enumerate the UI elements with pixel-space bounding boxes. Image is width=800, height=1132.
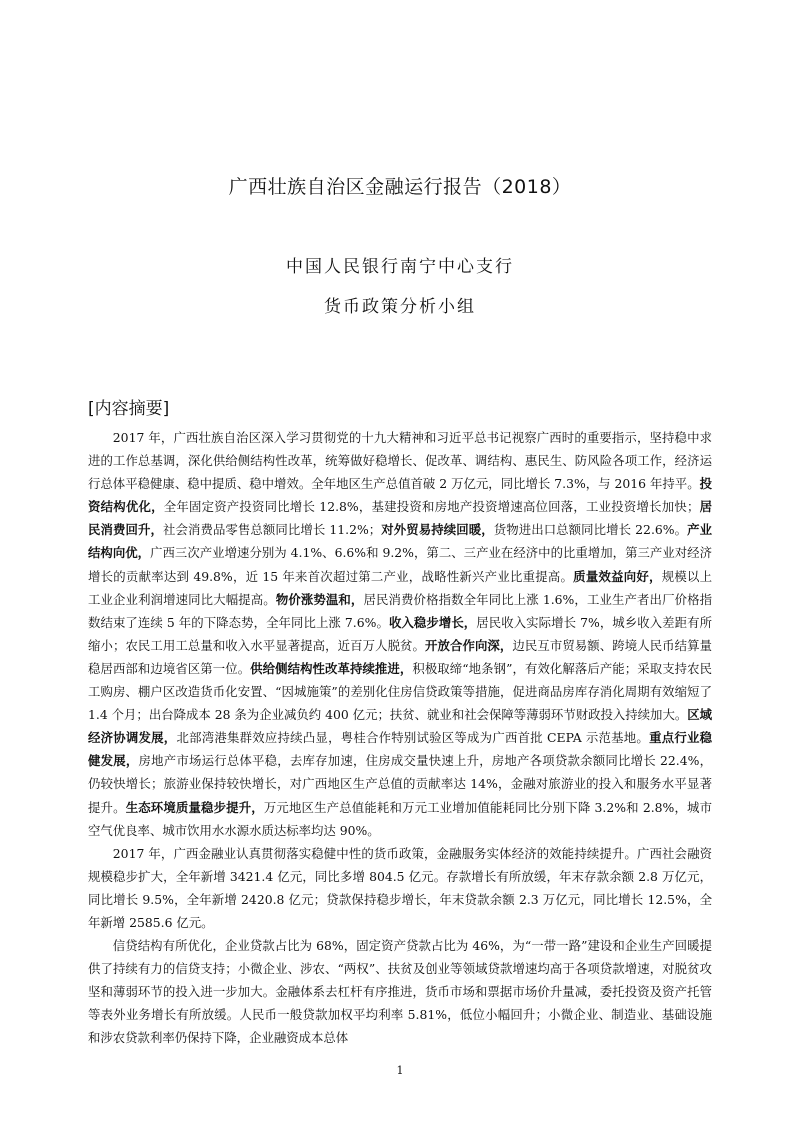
text-run: 全年固定资产投资同比增长 12.8%，基建投资和房地产投资增速高位回落，工业投资增长加快； <box>163 499 700 515</box>
bold-phrase: 区域经济协调发展， <box>88 707 713 746</box>
paragraph <box>88 426 712 842</box>
text-run: 房地产市场运行总体平稳，去库存加速，住房成交量快速上升，房地产各项贷款余额同比增长 22.4%，仍较快增长；旅游业保持较快增长，对广西地区生产总值的贡献率达 14%，金融对旅游业的投入和服务水平显著提升。 <box>88 753 712 815</box>
abstract-heading: [内容摘要] <box>88 399 170 419</box>
paragraph <box>88 842 712 934</box>
paragraph <box>88 934 712 1049</box>
text-run: 货物进出口总额同比增长 22.6%。 <box>493 522 688 538</box>
text-run: 社会消费品零售总额同比增长 11.2%； <box>162 522 382 538</box>
bold-phrase: 供给侧结构性改革持续推进， <box>250 660 413 676</box>
text-run: 居民消费价格指数全年同比上涨 1.6%，工业生产者出厂价格指数结束了连续 5 年的下降态势，全年同比上涨 7.6%。 <box>88 591 713 630</box>
abstract-body <box>88 426 712 1050</box>
text-run: 万元地区生产总值能耗和万元工业增加值能耗同比分别下降 3.2%和 2.8%，城市空气优良率、城市饮用水水源水质达标率均达 90%。 <box>88 799 713 838</box>
bold-phrase: 产业结构向优， <box>88 522 713 561</box>
page-number: 1 <box>396 1064 404 1077</box>
text-run: 规模以上工业企业利润增速同比大幅提高。 <box>88 568 713 607</box>
bold-phrase: 居民消费回升， <box>88 499 713 538</box>
bold-phrase: 生态环境质量稳步提升， <box>125 799 264 815</box>
bold-phrase: 开放合作向深， <box>425 637 513 653</box>
bold-phrase: 物价涨势温和， <box>275 591 364 607</box>
text-run: 北部湾港集群效应持续凸显，粤桂合作特别试验区等成为广西首批 CEPA 示范基地。 <box>176 730 650 746</box>
bold-phrase: 对外贸易持续回暖， <box>381 522 494 538</box>
text-run: 边民互市贸易额、跨境人民币结算量稳居西部和边境省区第一位。 <box>88 637 713 676</box>
report-title: 广西壮族自治区金融运行报告（2018） <box>228 176 572 198</box>
author-organization: 中国人民银行南宁中心支行 <box>286 257 514 277</box>
text-run: 2017 年，广西金融业认真贯彻落实稳健中性的货币政策，金融服务实体经济的效能持续提升。广西社会融资规模稳步扩大，全年新增 3421.4 亿元，同比多增 804.5 亿元。存款增长有所放缓，年末存款余额 2.8 万亿元，同比增长 9.5%，全年新增 2420.8 亿元；贷款保持稳步增长，年末贷款余额 2.3 万亿元，同比增长 12.5%，全年新增 2585.6 亿元。 <box>88 845 712 930</box>
bold-phrase: 质量效益向好， <box>573 568 662 584</box>
bold-phrase: 收入稳步增长， <box>388 614 477 630</box>
text-run: 广西三次产业增速分别为 4.1%、6.6%和 9.2%，第二、三产业在经济中的比重增加，第三产业对经济增长的贡献率达到 49.8%，近 15 年来首次超过第二产业，战略性新兴产业比重提高。 <box>88 545 712 584</box>
bold-phrase: 投资结构优化， <box>88 476 712 515</box>
author-group: 货币政策分析小组 <box>324 297 476 317</box>
bold-phrase: 重点行业稳健发展， <box>88 730 713 769</box>
text-run: 2017 年，广西壮族自治区深入学习贯彻党的十九大精神和习近平总书记视察广西时的重要指示，坚持稳中求进的工作总基调，深化供给侧结构性改革，统筹做好稳增长、促改革、调结构、惠民生、防风险各项工作，经济运行总体平稳健康、稳中提质、稳中增效。全年地区生产总值首破 2 万亿元，同比增长 7.3%，与 2016 年持平。 <box>88 430 712 492</box>
text-run: 积极取缔“地条钢”，有效化解落后产能；采取支持农民工购房、棚户区改造货币化安置、“因城施策”的差别化住房信贷政策等措施，促进商品房库存消化周期有效缩短了 1.4 个月；出台降成本 28 条为企业减负约 400 亿元；扶贫、就业和社会保障等薄弱环节财政投入持续加大。 <box>88 660 713 723</box>
text-run: 居民收入实际增长 7%，城乡收入差距有所缩小；农民工用工总量和收入水平显著提高，近百万人脱贫。 <box>88 614 712 653</box>
text-run: 信贷结构有所优化，企业贷款占比为 68%，固定资产贷款占比为 46%，为“一带一路”建设和企业生产回暖提供了持续有力的信贷支持；小微企业、涉农、“两权”、扶贫及创业等领域贷款增速均高于各项贷款增速，对脱贫攻坚和薄弱环节的投入进一步加大。金融体系去杠杆有序推进，货币市场和票据市场价升量减，委托投资及资产托管等表外业务增长有所放缓。人民币一般贷款加权平均利率 5.81%，低位小幅回升；小微企业、制造业、基础设施和涉农贷款利率仍保持下降，企业融资成本总体 <box>88 938 712 1046</box>
